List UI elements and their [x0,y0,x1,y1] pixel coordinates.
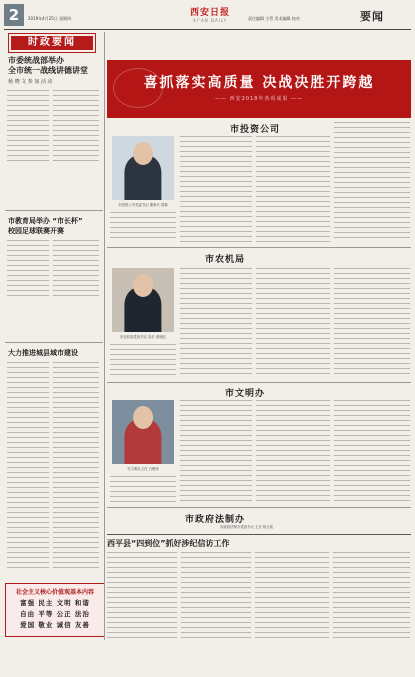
section-title-legal: 市政府法制办 [184,515,245,525]
portrait-agri [112,268,174,332]
investment-body-col4 [334,122,410,242]
investment-body-col1b [110,212,176,242]
politics-banner-label: 时政要闻 [11,36,93,50]
civility-body-col1b [110,476,176,504]
logo-chinese: 西安日报 [189,8,230,18]
story2-title-line2: 校园足球联赛开赛 [8,227,64,235]
agri-body-col1b [110,344,176,378]
story1-title-line2: 全市统一战线讲德讲堂 [8,66,88,75]
bottom-body-col4 [333,552,410,642]
core-values-row1: 富强 民主 文明 和谐 [20,599,90,607]
civility-body-col4 [334,400,410,504]
logo-english: XI'AN DAILY [192,18,228,23]
section-name: 要闻 [360,10,384,23]
core-values-row2: 自由 平等 公正 法治 [20,610,90,618]
bottom-body-col1 [107,552,177,642]
story1-body-col2 [53,90,99,162]
section-title-civility: 市文明办 [224,389,265,399]
story1-subtitle: 杨 晓 文 参 加 活 动 [8,79,53,85]
story3-title: 大力推进城县域市建设 [8,349,78,357]
story2-body-col1 [7,240,49,296]
feature-banner [107,60,411,118]
story3-body-col2 [53,362,99,572]
feature-title: 喜抓落实高质量 决战决胜开跨越 [143,75,375,91]
story1-body-col1 [7,90,49,162]
left-divider-1 [5,210,103,211]
story2-body-col2 [53,240,99,296]
portrait-civility [112,400,174,464]
feature-subtitle: —— 西安2018年各项成果 —— [215,96,303,102]
core-values-heading: 社会主义核心价值观基本内容 [15,589,94,596]
agri-body-col4 [334,268,410,378]
story1-title-line1: 市委统战部举办 [8,56,64,65]
divider-4 [107,507,411,508]
section-title-investment: 市投资公司 [229,125,280,135]
caption-legal: 市政府法制办党组书记 主任 杨立波 [220,525,274,529]
core-values-box [5,583,105,637]
portrait-investment [112,136,174,200]
civility-body-col3 [256,400,330,504]
investment-body-col2 [180,136,252,242]
bottom-story-title: 西平县“四到位”抓好涉纪信访工作 [107,539,230,548]
bottom-body-col2 [181,552,251,642]
bottom-body-col3 [255,552,329,642]
caption-agri: 市农机局党组书记 局长 黄晓红 [119,335,167,339]
agri-body-col3 [256,268,330,378]
agri-body-col2 [180,268,252,378]
left-divider-2 [5,342,103,343]
investment-body-col3 [256,136,330,242]
section-title-agri: 市农机局 [204,255,245,265]
issue-date: 2019年4月25日 星期四 [28,16,72,21]
caption-investment: 市投资公司党委书记 董事长 国林 [118,203,168,207]
story2-title-line1: 市教育局举办 “市长杯” [8,217,83,225]
civility-body-col2 [180,400,252,504]
caption-civility: 市文明办主任 白俊荣 [127,467,159,471]
masthead-logo [172,5,248,27]
editor-credits: 责任编辑 主管 美术编辑 校对 [248,16,300,21]
page-number: 2 [4,4,24,26]
divider-5 [107,534,411,535]
divider-3 [107,382,411,383]
story3-body-col1 [7,362,49,572]
core-values-row3: 爱国 敬业 诚信 友善 [20,621,90,629]
divider-2 [107,247,411,248]
politics-banner [8,33,96,53]
header-rule [4,29,411,30]
column-rule [104,32,105,640]
